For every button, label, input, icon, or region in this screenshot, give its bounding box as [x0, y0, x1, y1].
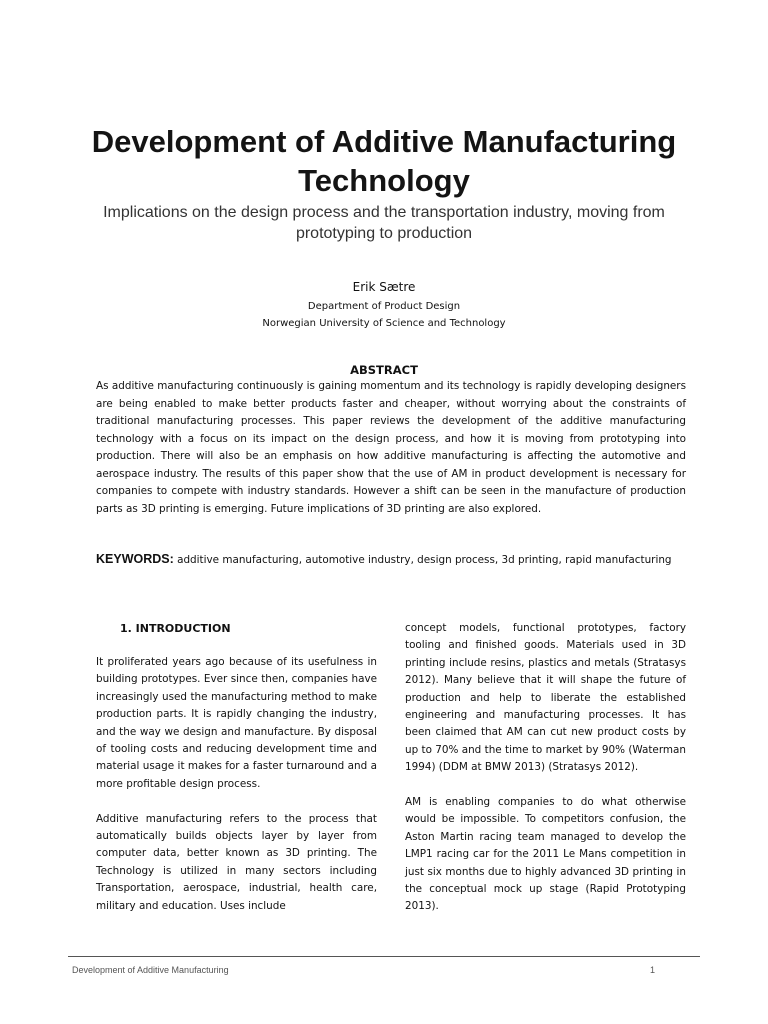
keywords [96, 551, 686, 570]
paper-subtitle: Implications on the design process and the transportation industry, moving from prototyping to production [103, 204, 665, 242]
footer-running-title: Development of Additive Manufacturing [72, 965, 229, 975]
footer-divider [68, 956, 700, 957]
author-name: Erik Sætre [352, 280, 416, 294]
intro-paragraph-2: Additive manufacturing refers to the process that automatically builds objects layer by layer from computer data, better known as 3D printing. The Technology is utilized in many sectors including Transportation, aerospace, industrial, health care, military and education. Uses include [96, 812, 377, 912]
left-column [96, 620, 377, 932]
author-university: Norwegian University of Science and Technology [262, 318, 506, 329]
keywords-text: additive manufacturing, automotive industry, design process, 3d printing, rapid manufacturing [177, 554, 672, 566]
author-block [100, 278, 668, 332]
right-column [405, 620, 686, 933]
abstract-text: As additive manufacturing continuously is gaining momentum and its technology is rapidly developing designers are being enabled to make better products faster and cheaper, without worrying about the constraints of traditional manufacturing processes. This paper reviews the development of the additive manufacturing technology with a focus on its impact on the design process, and how it is moving from prototyping into production. There will also be an emphasis on how additive manufacturing is affecting the automotive and aerospace industry. The results of this paper show that the use of AM in product development is necessary for companies to compete with industry standards. However a shift can be seen in the manufacture of production parts as 3D printing is emerging. Future implications of 3D printing are also explored. [96, 380, 686, 515]
intro-paragraph-1: It proliferated years ago because of its usefulness in building prototypes. Ever since then, companies have increasingly used the manufacturing method to make production parts. It is rapidly changing the industry, and the way we design and manufacture. By disposal of tooling costs and reducing development time and material usage it makes for a faster turnaround and a more profitable design process. [96, 656, 377, 790]
intro-paragraph-4: AM is enabling companies to do what otherwise would be impossible. To competitors confusion, the Aston Martin racing team managed to develop the LMP1 racing car for the 2011 Le Mans competition in just six months due to highly advanced 3D printing in the conceptual mock up stage (Rapid Prototyping 2013). [405, 796, 686, 913]
author-department: Department of Product Design [307, 301, 461, 312]
keywords-label: KEYWORDS: [96, 552, 174, 566]
introduction-heading: 1. INTRODUCTION [120, 622, 231, 635]
intro-paragraph-3: concept models, functional prototypes, factory tooling and finished goods. Materials used in 3D printing include resins, plastics and metals (Stratasys 2012). Many believe that it will shape the future of production and help to liberate the established engineering and manufacturing processes. It has been claimed that AM can cut new product costs by up to 70% and the time to market by 90% (Waterman 1994) (DDM at BMW 2013) (Stratasys 2012). [405, 622, 686, 774]
paper-title: Development of Additive Manufacturing Technology [91, 124, 677, 198]
abstract-heading: ABSTRACT [350, 363, 418, 377]
footer-page-number: 1 [650, 965, 656, 975]
